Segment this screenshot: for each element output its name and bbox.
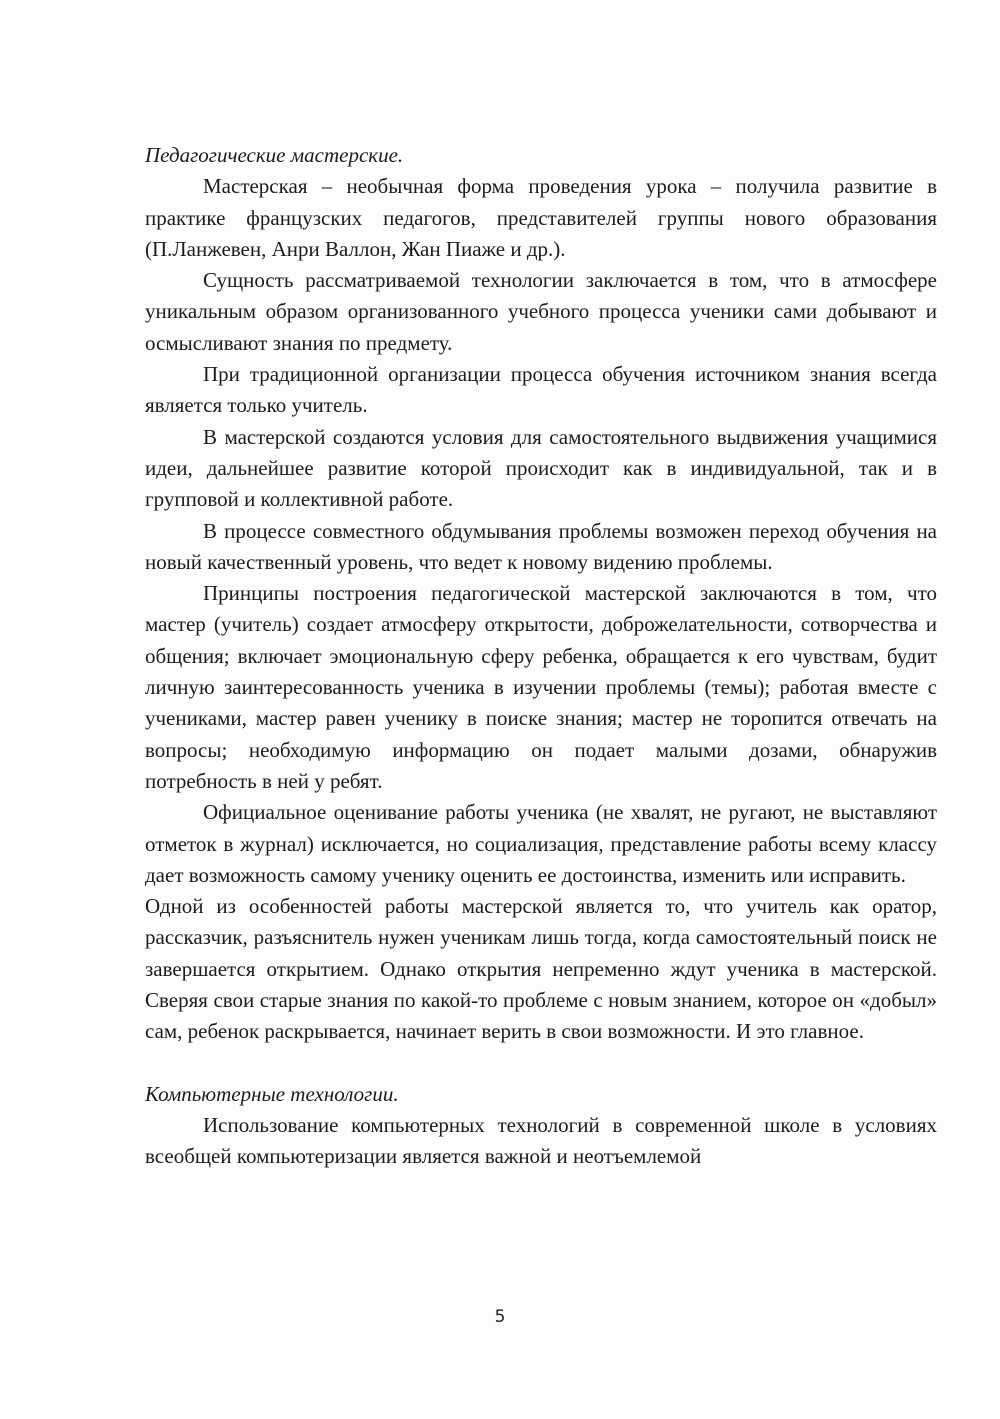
paragraph: В процессе совместного обдумывания проблемы возможен переход обучения на новый качественный уровень, что ведет к новому видению проблемы. — [145, 518, 937, 574]
paragraph: Использование компьютерных технологий в современной школе в условиях всеобщей компьютеризации является важной и неотъемлемой — [145, 1112, 937, 1169]
section-gap — [145, 1048, 937, 1079]
section-heading-computer-technologies: Компьютерные технологии. — [145, 1081, 399, 1106]
paragraph: Одной из особенностей работы мастерской является то, что учитель как оратор, рассказчик, разъяснитель нужен ученикам лишь тогда, когда самостоятельный поиск не завершается открытием. Однако открытия непременно ждут ученика в мастерской. Сверяя свои старые знания по какой-то проблеме с новым знанием, которое он «добыл» сам, ребенок раскрывается, начинает верить в свои возможности. И это главное. — [145, 894, 937, 1044]
paragraph: Принципы построения педагогической мастерской заключаются в том, что мастер (учитель) создает атмосферу открытости, доброжелательности, сотворчества и общения; включает эмоциональную сферу ребенка, обращается к его чувствам, будит личную заинтересованность ученика в изучении проблемы (темы); работая вместе с учениками, мастер равен ученику в поиске знания; мастер не торопится отвечать на вопросы; необходимую информацию он подает малыми дозами, обнаружив потребность в ней у ребят. — [145, 581, 937, 793]
section-heading-workshops: Педагогические мастерские. — [145, 143, 404, 167]
page-number: 5 — [494, 1307, 506, 1327]
paragraph: В мастерской создаются условия для самостоятельного выдвижения учащимися идеи, дальнейшее развитие которой происходит как в индивидуальной, так и в групповой и коллективной работе. — [145, 424, 937, 512]
paragraph: При традиционной организации процесса обучения источником знания всегда является только учитель. — [145, 362, 937, 418]
page-content — [145, 140, 937, 1173]
paragraph: Мастерская – необычная форма проведения урока – получила развитие в практике французских педагогов, представителей группы нового образования (П.Ланжевен, Анри Валлон, Жан Пиаже и др.). — [145, 174, 937, 261]
paragraph: Официальное оценивание работы ученика (не хвалят, не ругают, не выставляют отметок в журнал) исключается, но социализация, представление работы всему классу дает возможность самому ученику оценить ее достоинства, изменить или исправить. — [145, 800, 937, 887]
paragraph: Сущность рассматриваемой технологии заключается в том, что в атмосфере уникальным образом организованного учебного процесса ученики сами добывают и осмысливают знания по предмету. — [145, 268, 937, 355]
